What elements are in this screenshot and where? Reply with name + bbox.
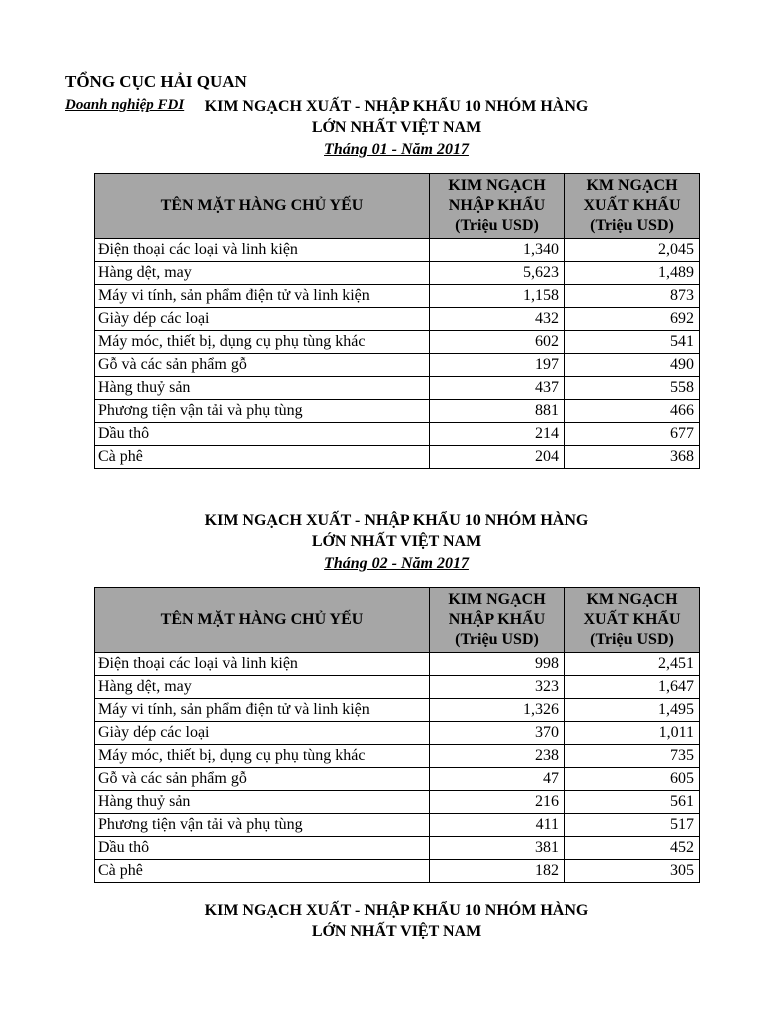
import-value: 216	[430, 791, 565, 814]
export-value: 1,489	[565, 262, 700, 285]
table-row	[95, 377, 700, 400]
export-value: 490	[565, 354, 700, 377]
column-header-export: KM NGẠCH XUẤT KHẨU (Triệu USD)	[565, 174, 700, 239]
item-name: Hàng thuỷ sản	[95, 377, 430, 400]
item-name: Phương tiện vận tải và phụ tùng	[95, 400, 430, 423]
sub-organization-name: Doanh nghiệp FDI	[65, 97, 185, 113]
item-name: Hàng thuỷ sản	[95, 791, 430, 814]
item-name: Điện thoại các loại và linh kiện	[95, 239, 430, 262]
export-value: 692	[565, 308, 700, 331]
import-value: 47	[430, 768, 565, 791]
column-header-import: KIM NGẠCH NHẬP KHẨU (Triệu USD)	[430, 588, 565, 653]
import-value: 411	[430, 814, 565, 837]
item-name: Điện thoại các loại và linh kiện	[95, 653, 430, 676]
table-row	[95, 400, 700, 423]
export-value: 368	[565, 446, 700, 469]
import-value: 602	[430, 331, 565, 354]
table-row	[95, 814, 700, 837]
section-period: Tháng 02 - Năm 2017	[324, 555, 469, 572]
table-row	[95, 768, 700, 791]
import-value: 381	[430, 837, 565, 860]
section-title-line1: KIM NGẠCH XUẤT - NHẬP KHẨU 10 NHÓM HÀNG	[204, 98, 589, 115]
table-row	[95, 354, 700, 377]
export-value: 558	[565, 377, 700, 400]
import-value: 881	[430, 400, 565, 423]
import-value: 182	[430, 860, 565, 883]
column-header-name: TÊN MẶT HÀNG CHỦ YẾU	[95, 588, 430, 653]
table-row	[95, 860, 700, 883]
table-row	[95, 239, 700, 262]
item-name: Dầu thô	[95, 423, 430, 446]
export-value: 1,647	[565, 676, 700, 699]
table-row	[95, 699, 700, 722]
export-value: 2,045	[565, 239, 700, 262]
table-row	[95, 308, 700, 331]
item-name: Cà phê	[95, 860, 430, 883]
import-value: 5,623	[430, 262, 565, 285]
item-name: Hàng dệt, may	[95, 676, 430, 699]
export-value: 1,011	[565, 722, 700, 745]
section-title-line2: LỚN NHẤT VIỆT NAM	[311, 923, 482, 940]
section-march	[94, 900, 699, 942]
item-name: Gỗ và các sản phẩm gỗ	[95, 354, 430, 377]
section-period: Tháng 01 - Năm 2017	[324, 141, 469, 158]
section-january	[94, 96, 699, 469]
table-row	[95, 446, 700, 469]
item-name: Máy vi tính, sản phẩm điện tử và linh kiện	[95, 285, 430, 308]
section-february	[94, 510, 699, 883]
table-row	[95, 285, 700, 308]
item-name: Máy vi tính, sản phẩm điện tử và linh kiện	[95, 699, 430, 722]
import-value: 204	[430, 446, 565, 469]
export-value: 561	[565, 791, 700, 814]
import-value: 432	[430, 308, 565, 331]
table-row	[95, 722, 700, 745]
item-name: Máy móc, thiết bị, dụng cụ phụ tùng khác	[95, 331, 430, 354]
table-row	[95, 262, 700, 285]
import-value: 370	[430, 722, 565, 745]
section-title-line1: KIM NGẠCH XUẤT - NHẬP KHẨU 10 NHÓM HÀNG	[204, 902, 589, 919]
export-value: 466	[565, 400, 700, 423]
export-value: 677	[565, 423, 700, 446]
item-name: Dầu thô	[95, 837, 430, 860]
data-table-january	[94, 173, 700, 469]
import-value: 998	[430, 653, 565, 676]
table-row	[95, 837, 700, 860]
export-value: 1,495	[565, 699, 700, 722]
table-header-row	[95, 174, 700, 239]
import-value: 1,158	[430, 285, 565, 308]
table-row	[95, 331, 700, 354]
column-header-name: TÊN MẶT HÀNG CHỦ YẾU	[95, 174, 430, 239]
section-title-line2: LỚN NHẤT VIỆT NAM	[311, 119, 482, 136]
export-value: 2,451	[565, 653, 700, 676]
import-value: 1,340	[430, 239, 565, 262]
import-value: 323	[430, 676, 565, 699]
item-name: Giày dép các loại	[95, 308, 430, 331]
export-value: 735	[565, 745, 700, 768]
table-row	[95, 653, 700, 676]
item-name: Máy móc, thiết bị, dụng cụ phụ tùng khác	[95, 745, 430, 768]
section-title-line1: KIM NGẠCH XUẤT - NHẬP KHẨU 10 NHÓM HÀNG	[204, 512, 589, 529]
import-value: 1,326	[430, 699, 565, 722]
item-name: Giày dép các loại	[95, 722, 430, 745]
table-row	[95, 791, 700, 814]
import-value: 197	[430, 354, 565, 377]
export-value: 873	[565, 285, 700, 308]
export-value: 605	[565, 768, 700, 791]
table-header-row	[95, 588, 700, 653]
table-row	[95, 423, 700, 446]
item-name: Phương tiện vận tải và phụ tùng	[95, 814, 430, 837]
item-name: Gỗ và các sản phẩm gỗ	[95, 768, 430, 791]
import-value: 214	[430, 423, 565, 446]
item-name: Cà phê	[95, 446, 430, 469]
data-table-february	[94, 587, 700, 883]
export-value: 305	[565, 860, 700, 883]
table-row	[95, 745, 700, 768]
export-value: 541	[565, 331, 700, 354]
import-value: 437	[430, 377, 565, 400]
column-header-export: KM NGẠCH XUẤT KHẨU (Triệu USD)	[565, 588, 700, 653]
export-value: 517	[565, 814, 700, 837]
import-value: 238	[430, 745, 565, 768]
item-name: Hàng dệt, may	[95, 262, 430, 285]
column-header-import: KIM NGẠCH NHẬP KHẨU (Triệu USD)	[430, 174, 565, 239]
table-row	[95, 676, 700, 699]
organization-name: TỔNG CỤC HẢI QUAN	[65, 72, 247, 91]
section-title-line2: LỚN NHẤT VIỆT NAM	[311, 533, 482, 550]
export-value: 452	[565, 837, 700, 860]
